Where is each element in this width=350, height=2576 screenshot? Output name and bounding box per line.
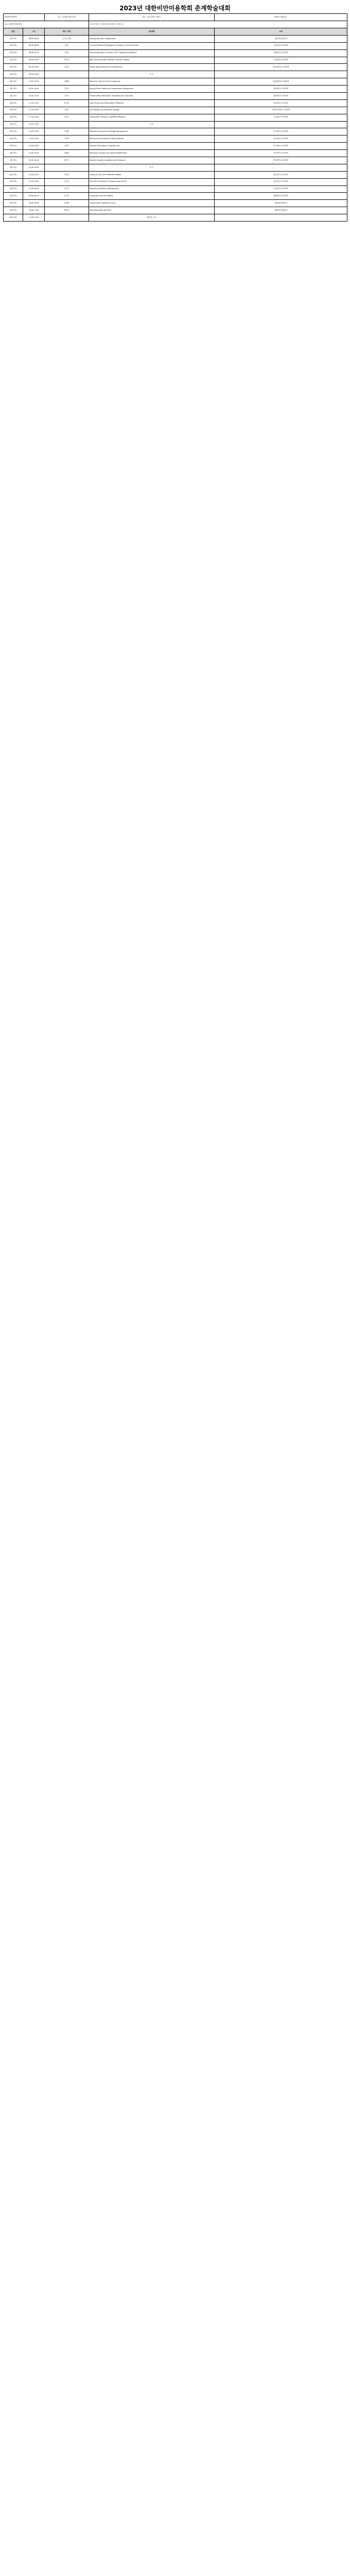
lecture-title-cell: Laser Toning and Pigmentation Treatment: [89, 99, 215, 107]
lecture-title-cell: Rosacea and Redness Management: [89, 185, 215, 193]
affiliation-cell: 조선대학교 의과대학: [215, 185, 347, 193]
table-row: [4, 114, 347, 121]
date-cell: 4월 23일: [4, 200, 23, 207]
date-cell: 4월 23일: [4, 42, 23, 49]
affiliation-cell: [215, 71, 347, 78]
affiliation-cell: [215, 214, 347, 222]
table-row: [4, 107, 347, 114]
time-cell: 10:00-10:20: [23, 78, 45, 86]
lecture-title-cell: Legal Issues in Aesthetic Clinics: [89, 200, 215, 207]
time-cell: 10:40-11:00: [23, 93, 45, 100]
time-cell: 09:10-09:30: [23, 57, 45, 64]
speaker-cell: 최윤서: [45, 64, 89, 71]
date-cell: 4월 23일: [4, 185, 23, 193]
date-cell: 4월 23일: [4, 171, 23, 178]
lecture-title-cell: Thread Lifting Techniques: Indications and Outcomes: [89, 93, 215, 100]
table-row: [4, 42, 347, 49]
date-cell: 4월 23일: [4, 121, 23, 128]
page-title: 2023년 대한비만미용학회 춘계학술대회: [3, 3, 347, 13]
speaker-cell: 강도윤: [45, 86, 89, 93]
date-cell: 4월 23일: [4, 114, 23, 121]
affiliation-cell: 대한비만미용학회: [215, 200, 347, 207]
column-header: 강의제목: [89, 28, 215, 36]
time-cell: 11:00-11:20: [23, 99, 45, 107]
speaker-cell: 문채원: [45, 200, 89, 207]
lecture-title-cell: Nutritional Counseling for Obese Patients: [89, 135, 215, 143]
affiliation-cell: 인하대학교 의과대학: [215, 135, 347, 143]
time-cell: 08:30-08:50: [23, 42, 45, 49]
lecture-title-cell: Scalp and Hair Loss Treatment Update: [89, 171, 215, 178]
table-row: [4, 157, 347, 164]
speaker-cell: 정혜린: [45, 78, 89, 86]
affiliation-cell: 서울대학교 의과대학: [215, 42, 347, 49]
date-cell: 4월 23일: [4, 99, 23, 107]
date-cell: 4월 23일: [4, 35, 23, 42]
affiliation-cell: 대한비만미용학회: [215, 207, 347, 214]
lecture-title-cell: Combination Therapy in Aesthetic Medicine: [89, 114, 215, 121]
lecture-title-cell: Dermal Fillers: Safety and Complication Management: [89, 86, 215, 93]
speaker-cell: 등록 및 개회: [45, 35, 89, 42]
speaker-cell: 신예은: [45, 143, 89, 150]
speaker-cell: 오세훈: [45, 128, 89, 135]
speaker-cell: 권태양: [45, 150, 89, 157]
date-cell: 4월 23일: [4, 143, 23, 150]
date-cell: 4월 23일: [4, 193, 23, 200]
table-row: [4, 214, 347, 222]
affiliation-cell: 충남대학교 의과대학: [215, 178, 347, 185]
room-label: Hall A / Room 1: [215, 14, 347, 21]
time-cell: 15:40-16:00: [23, 185, 45, 193]
lecture-title-cell: Body Contouring with Injection Lipolysis: Update: [89, 57, 215, 64]
lecture-title-cell: Opening Remarks / Registration: [89, 35, 215, 42]
time-cell: 14:20-14:40: [23, 157, 45, 164]
column-header: 좌장 / 연자: [45, 28, 89, 36]
affiliation-cell: [215, 121, 347, 128]
table-row: [4, 93, 347, 100]
notice-label: ※ 학회 일정은 사정에 따라 변경될 수 있습니다.: [89, 21, 347, 28]
table-row: [4, 185, 347, 193]
affiliation-cell: 단국대학교 의과대학: [215, 143, 347, 150]
column-header: 일정: [4, 28, 23, 36]
date-cell: 4월 23일: [4, 107, 23, 114]
table-row: [4, 49, 347, 57]
date-cell: 4월 23일: [4, 150, 23, 157]
table-row: [4, 57, 347, 64]
affiliation-cell: 건국대학교 의과대학: [215, 114, 347, 121]
lecture-title-cell: Liposuction and Fat Grafting: [89, 193, 215, 200]
table-row: [4, 178, 347, 185]
speaker-cell: 서민재: [45, 135, 89, 143]
lecture-title-cell: Pharmacotherapy of Obesity: GLP-1 Agonists and Beyond: [89, 49, 215, 57]
affiliation-cell: 연세대학교 의과대학: [215, 49, 347, 57]
lecture-title-cell: Exercise Prescription in Obesity Care: [89, 143, 215, 150]
table-row: [4, 193, 347, 200]
lecture-title-cell: Behavioral Therapy and Lifestyle Modification: [89, 150, 215, 157]
column-header: 소속: [215, 28, 347, 36]
lecture-title-cell: Acne Scar Treatment: Fractional Laser and RF: [89, 178, 215, 185]
time-cell: 09:30-09:50: [23, 64, 45, 71]
affiliation-cell: 대한비만미용학회: [215, 35, 347, 42]
affiliation-cell: 아주대학교 의과대학: [215, 128, 347, 135]
lecture-title-cell: 폐회 및 시상: [89, 214, 215, 222]
lecture-title-cell: Bariatric Surgery: Indications and Follow-up: [89, 157, 215, 164]
speaker-cell: [45, 164, 89, 171]
table-row: [4, 35, 347, 42]
affiliation-cell: 성균관대학교 의과대학: [215, 78, 347, 86]
speaker-cell: 임하늘: [45, 107, 89, 114]
column-header: 시간: [23, 28, 45, 36]
date-cell: 4월 23일: [4, 135, 23, 143]
date-cell: 4월 23일: [4, 164, 23, 171]
date-cell: 4월 23일: [4, 207, 23, 214]
table-row: [4, 143, 347, 150]
speaker-cell: [45, 121, 89, 128]
table-row: [4, 207, 347, 214]
time-cell: 14:40-15:00: [23, 164, 45, 171]
lecture-title-cell: Energy Based Devices for Fat Reduction: [89, 64, 215, 71]
time-cell: 11:40-12:00: [23, 114, 45, 121]
lecture-title-cell: Skin Booster and Hydration Therapy: [89, 107, 215, 114]
meta-row: [4, 14, 347, 21]
speaker-cell: 윤서준: [45, 99, 89, 107]
time-cell: 15:00-15:20: [23, 171, 45, 178]
date-cell: 4월 23일: [4, 157, 23, 164]
time-cell: 14:00-14:20: [23, 150, 45, 157]
speaker-cell: 홍지민: [45, 193, 89, 200]
schedule-table: [3, 13, 347, 222]
lecture-title-cell: 점 심: [89, 121, 215, 128]
table-row: [4, 64, 347, 71]
lecture-title-cell: Current Treatment Strategies for Obesity in Clinical Practice: [89, 42, 215, 49]
table-row: [4, 150, 347, 157]
affiliation-cell: 이화여자대학교 의과대학: [215, 107, 347, 114]
meta-row-2: [4, 21, 347, 28]
date-cell: 4월 23일: [4, 93, 23, 100]
schedule-body: [4, 14, 347, 222]
date-cell: 4월 23일: [4, 178, 23, 185]
time-cell: 17:00-17:20: [23, 214, 45, 222]
table-row: [4, 86, 347, 93]
date-label: 일시 : 2023년 4월 23일: [45, 14, 89, 21]
speaker-cell: 김민수: [45, 42, 89, 49]
affiliation-cell: 전남대학교 의과대학: [215, 171, 347, 178]
speaker-cell: 유건우: [45, 185, 89, 193]
date-cell: 4월 23일: [4, 128, 23, 135]
column-header-row: [4, 28, 347, 36]
table-row: [4, 128, 347, 135]
time-cell: 12:00-13:00: [23, 121, 45, 128]
affiliation-cell: [215, 164, 347, 171]
time-cell: 08:00-08:30: [23, 35, 45, 42]
affiliation-cell: 중앙대학교 의과대학: [215, 99, 347, 107]
speaker-cell: 황수아: [45, 157, 89, 164]
date-cell: 4월 23일: [4, 214, 23, 222]
affiliation-cell: 한양대학교 의과대학: [215, 86, 347, 93]
table-row: [4, 121, 347, 128]
time-cell: 13:20-13:40: [23, 135, 45, 143]
lecture-title-cell: Panel Discussion and Q&A: [89, 207, 215, 214]
affiliation-cell: 경북대학교 의과대학: [215, 157, 347, 164]
table-row: [4, 71, 347, 78]
table-row: [4, 99, 347, 107]
date-cell: 4월 23일: [4, 71, 23, 78]
affiliation-cell: 고려대학교 의과대학: [215, 57, 347, 64]
host-label: 주최 : 대한비만미용학회: [4, 21, 89, 28]
speaker-cell: 안준영: [45, 171, 89, 178]
affiliation-cell: 원광대학교 의과대학: [215, 193, 347, 200]
time-cell: 16:40-17:00: [23, 207, 45, 214]
table-row: [4, 171, 347, 178]
table-row: [4, 164, 347, 171]
date-cell: 4월 23일: [4, 78, 23, 86]
table-row: [4, 78, 347, 86]
date-cell: 4월 23일: [4, 64, 23, 71]
time-cell: 16:20-16:40: [23, 200, 45, 207]
org-label: 대한비만미용학회: [4, 14, 45, 21]
date-cell: 4월 23일: [4, 57, 23, 64]
lecture-title-cell: Metabolic Syndrome and Weight Management: [89, 128, 215, 135]
time-cell: 11:20-11:40: [23, 107, 45, 114]
place-label: 장소 : 서울 강남구 코엑스: [89, 14, 215, 21]
date-cell: 4월 23일: [4, 86, 23, 93]
affiliation-cell: 부산대학교 의과대학: [215, 150, 347, 157]
time-cell: 08:50-09:10: [23, 49, 45, 57]
speaker-cell: [45, 71, 89, 78]
speaker-cell: 배승현: [45, 207, 89, 214]
affiliation-cell: 가톨릭대학교 의과대학: [215, 64, 347, 71]
speaker-cell: 이준호: [45, 49, 89, 57]
lecture-title-cell: 휴 식: [89, 164, 215, 171]
time-cell: 13:40-14:00: [23, 143, 45, 150]
affiliation-cell: 경희대학교 의과대학: [215, 93, 347, 100]
lecture-title-cell: Botulinum Toxin for Facial Contouring: [89, 78, 215, 86]
speaker-cell: 송다인: [45, 178, 89, 185]
speaker-cell: [45, 214, 89, 222]
speaker-cell: 한지우: [45, 114, 89, 121]
time-cell: 13:00-13:20: [23, 128, 45, 135]
table-row: [4, 135, 347, 143]
date-cell: 4월 23일: [4, 49, 23, 57]
lecture-title-cell: 휴 식: [89, 71, 215, 78]
speaker-cell: 조은비: [45, 93, 89, 100]
time-cell: 15:20-15:40: [23, 178, 45, 185]
table-row: [4, 200, 347, 207]
time-cell: 16:00-16:20: [23, 193, 45, 200]
time-cell: 10:20-10:40: [23, 86, 45, 93]
time-cell: 09:50-10:00: [23, 71, 45, 78]
speaker-cell: 박지현: [45, 57, 89, 64]
